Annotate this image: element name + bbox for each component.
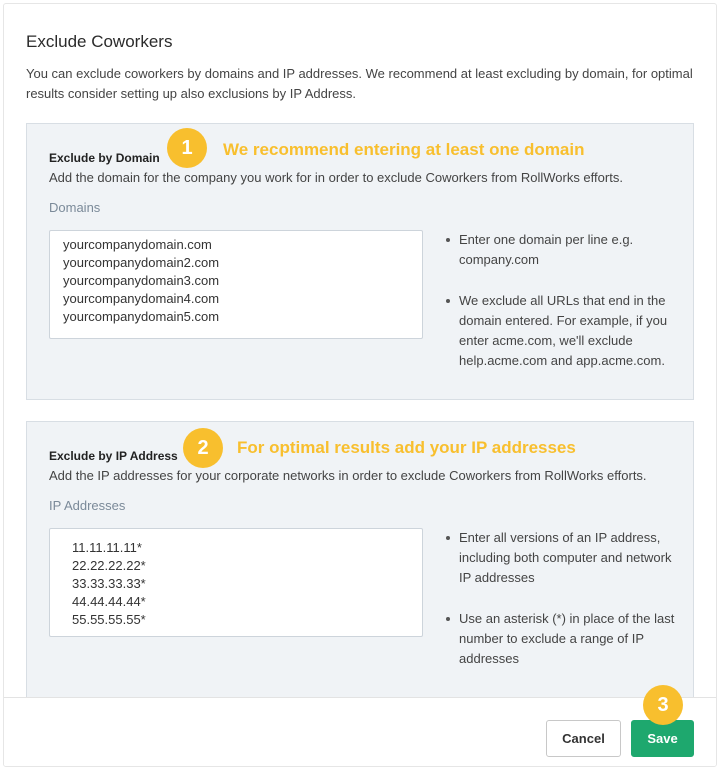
step-1-badge: 1 (167, 128, 207, 168)
dialog-footer (4, 697, 717, 767)
ip-entry: 33.33.33.33* (72, 576, 146, 591)
domain-section-description: Add the domain for the company you work for in order to exclude Coworkers from RollWorks efforts. (49, 170, 623, 185)
domains-textarea[interactable] (49, 230, 423, 339)
domain-hint: Enter one domain per line e.g. company.com (445, 230, 685, 270)
domains-label: Domains (49, 200, 101, 215)
domain-entry: yourcompanydomain3.com (63, 273, 220, 288)
cancel-button[interactable]: Cancel (546, 720, 621, 757)
ip-entry: 44.44.44.44* (72, 594, 146, 609)
domain-section-heading: Exclude by Domain (49, 151, 160, 165)
exclude-coworkers-dialog (3, 3, 717, 767)
domain-entry: yourcompanydomain4.com (63, 291, 220, 306)
dialog-title: Exclude Coworkers (26, 32, 173, 51)
step-3-badge: 3 (643, 685, 683, 725)
ip-section-description: Add the IP addresses for your corporate networks in order to exclude Coworkers from RollWorks efforts. (49, 468, 647, 483)
domain-hints (445, 230, 685, 392)
domain-section (26, 123, 694, 400)
ip-entry: 22.22.22.22* (72, 558, 146, 573)
dialog-intro: You can exclude coworkers by domains and IP addresses. We recommend at least excluding by domain, for optimal results consider setting up also exclusions by IP Address. (26, 66, 693, 101)
ip-hint: Enter all versions of an IP address, including both computer and network IP addresses (445, 528, 685, 588)
save-button[interactable]: Save (631, 720, 694, 757)
ip-section (26, 421, 694, 711)
ip-entry: 11.11.11.11* (72, 540, 142, 555)
ip-hints (445, 528, 685, 690)
domain-callout: We recommend entering at least one domain (223, 140, 585, 159)
ip-addresses-label: IP Addresses (49, 498, 126, 513)
step-2-badge: 2 (183, 428, 223, 468)
ip-hint: Use an asterisk (*) in place of the last number to exclude a range of IP addresses (445, 609, 685, 669)
ip-entry: 55.55.55.55* (72, 612, 146, 627)
domain-entry: yourcompanydomain.com (63, 237, 212, 252)
ip-callout: For optimal results add your IP addresses (237, 438, 576, 457)
domain-hint: We exclude all URLs that end in the domain entered. For example, if you enter acme.com, we'll exclude help.acme.com and app.acme.com. (445, 291, 685, 371)
ip-section-heading: Exclude by IP Address (49, 449, 178, 463)
ip-addresses-textarea[interactable] (49, 528, 423, 637)
domain-entry: yourcompanydomain5.com (63, 309, 220, 324)
domain-entry: yourcompanydomain2.com (63, 255, 220, 270)
